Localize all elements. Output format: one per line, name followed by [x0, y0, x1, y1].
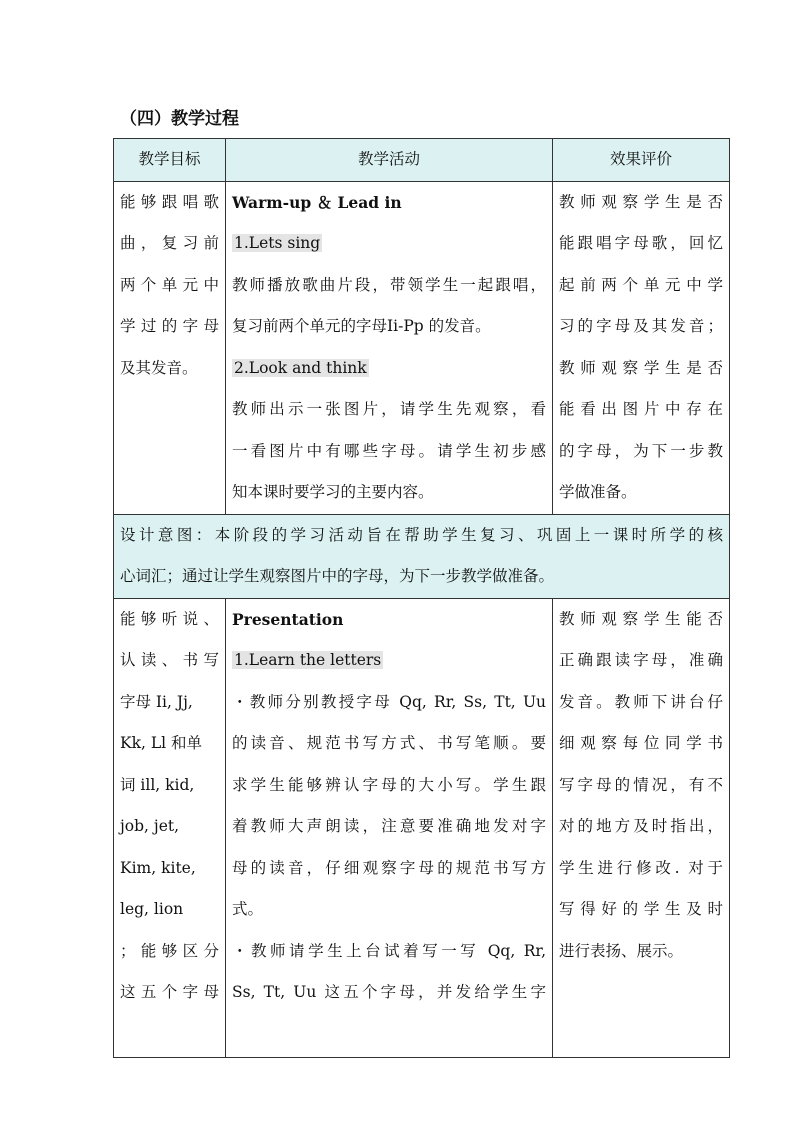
eval-line: 能跟唱字母歌，回忆	[559, 234, 723, 252]
activity-line: 着教师大声朗读，注意要准确地发对字	[232, 817, 546, 835]
table-row	[114, 181, 730, 514]
activity-line: ・教师分别教授字母 Qq, Rr, Ss, Tt, Uu	[232, 692, 546, 711]
eval-line: 教师观察学生是否	[559, 358, 723, 377]
eval-line: 学生进行修改. 对于	[559, 858, 723, 877]
eval-line: 写字母的情况，有不	[559, 775, 723, 794]
eval-line: 学做准备。	[559, 483, 637, 501]
activity-line: 教师出示一张图片，请学生先观察，看	[232, 400, 546, 418]
design-intent-row	[114, 514, 730, 598]
goal-line: 这五个字母	[120, 983, 219, 1001]
goal-line: 及其发音。	[120, 358, 198, 377]
eval-line: 细观察每位同学书	[559, 734, 723, 752]
section-title: （四）教学过程	[120, 109, 239, 129]
eval-line: 教师观察学生能否	[559, 609, 723, 628]
goal-line: ；能够区分	[120, 941, 219, 960]
design-intent-line: 心词汇；通过让学生观察图片中的字母，为下一步教学做准备。	[120, 567, 555, 585]
eval-line: 对的地方及时指出，	[559, 817, 723, 835]
activity-line: 知本课时要学习的主要内容。	[232, 483, 434, 501]
goal-line: 两个单元中	[120, 275, 219, 294]
activity-line: 教师播放歌曲片段，带领学生一起跟唱，	[232, 275, 546, 294]
design-intent-line: 设计意图：本阶段的学习活动旨在帮助学生复习、巩固上一课时所学的核	[120, 525, 723, 544]
activity-item-label: 2.Look and think	[234, 358, 367, 377]
activity-line: 求学生能够辨认字母的大小写。学生跟	[232, 775, 546, 794]
header-evaluation: 效果评价	[553, 139, 730, 182]
activity-title: Warm-up ＆ Lead in	[232, 192, 402, 212]
eval-line: 进行表扬、展示。	[559, 941, 684, 960]
activity-line: 母的读音，仔细观察字母的规范书写方	[232, 858, 546, 877]
goal-line: 认读、书写	[120, 651, 219, 669]
activity-line: 复习前两个单元的字母Ii-Pp 的发音。	[232, 317, 491, 335]
activity-title: Presentation	[232, 609, 344, 629]
evaluation-cell	[553, 598, 730, 1057]
activity-line: 一看图片中有哪些字母。请学生初步感	[232, 441, 546, 460]
activity-line: 的读音、规范书写方式、书写笔顺。要	[232, 734, 546, 752]
activity-cell	[226, 181, 553, 514]
eval-line: 正确跟读字母，准确	[559, 651, 723, 669]
goal-line: 能够跟唱歌	[120, 192, 219, 211]
eval-line: 的字母，为下一步教	[559, 441, 723, 460]
header-goal: 教学目标	[114, 139, 226, 182]
design-intent-cell	[114, 514, 730, 598]
activity-line: Ss, Tt, Uu 这五个字母，并发给学生字	[232, 983, 546, 1001]
goal-line: 词 ill, kid,	[120, 775, 195, 794]
eval-line: 写得好的学生及时	[559, 900, 723, 918]
evaluation-cell	[553, 181, 730, 514]
eval-line: 发音。教师下讲台仔	[559, 692, 723, 711]
goal-line: Kim, kite,	[120, 858, 196, 877]
header-activity: 教学活动	[226, 139, 553, 182]
eval-line: 起前两个单元中学	[559, 275, 723, 294]
goal-line: Kk, Ll 和单	[120, 734, 203, 752]
teaching-process-table	[113, 138, 730, 1058]
goal-line: 学过的字母	[120, 317, 219, 335]
activity-item-label: 1.Lets sing	[234, 234, 321, 252]
activity-item-label: 1.Learn the letters	[234, 651, 382, 669]
table-header-row	[114, 139, 730, 182]
eval-line: 能看出图片中存在	[559, 400, 723, 418]
activity-line: ・教师请学生上台试着写一写 Qq, Rr,	[232, 941, 546, 960]
goal-line: 曲，复习前	[120, 234, 219, 252]
activity-line: 式。	[232, 900, 264, 918]
goal-line: 能够听说、	[120, 609, 219, 628]
goal-line: 字母 Ii, Jj,	[120, 692, 193, 711]
table-row	[114, 598, 730, 1057]
activity-cell	[226, 598, 553, 1057]
eval-line: 习的字母及其发音；	[559, 317, 723, 335]
goal-line: leg, lion	[120, 900, 184, 918]
goal-cell	[114, 598, 226, 1057]
eval-line: 教师观察学生是否	[559, 192, 723, 211]
goal-line: job, jet,	[120, 817, 180, 835]
goal-cell	[114, 181, 226, 514]
